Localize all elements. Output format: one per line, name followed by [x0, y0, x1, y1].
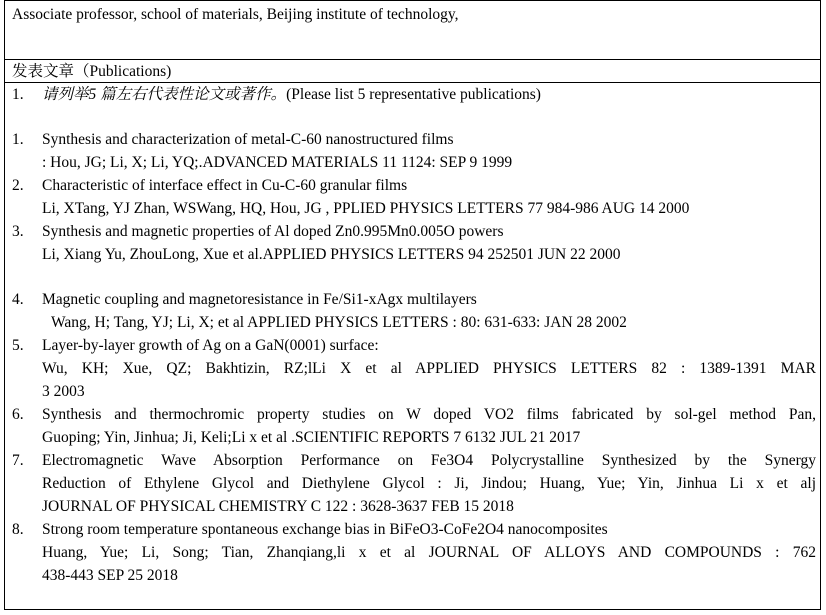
pub-title: Electromagnetic Wave Absorption Performance on Fe3O4 Polycrystalline Synthesized by the Synergy	[42, 452, 816, 469]
instruction-en: (Please list 5 representative publications)	[286, 86, 541, 103]
pub-details: Li, XTang, YJ Zhan, WSWang, HQ, Hou, JG , PPLIED PHYSICS LETTERS 77 984-986 AUG 14 2000	[42, 200, 690, 217]
pub-title: Synthesis and magnetic properties of Al doped Zn0.995Mn0.005O powers	[42, 223, 504, 240]
pub-details-cont: 3 2003	[42, 383, 85, 400]
instruction-text	[42, 83, 541, 106]
pub-details: Wang, H; Tang, YJ; Li, X; et al APPLIED PHYSICS LETTERS : 80: 631-633: JAN 28 2002	[51, 314, 627, 331]
pub-details: Reduction of Ethylene Glycol and Diethylene Glycol : Ji, Jindou; Huang, Yue; Yin, Jinhua Li x et alj	[42, 475, 816, 492]
pub-number: 1.	[12, 131, 24, 148]
pub-details: Wu, KH; Xue, QZ; Bakhtizin, RZ;lLi X et al APPLIED PHYSICS LETTERS 82 : 1389-1391 MAR	[42, 360, 816, 377]
pub-details: : Hou, JG; Li, X; Li, YQ;.ADVANCED MATERIALS 11 1124: SEP 9 1999	[42, 154, 513, 171]
publications-header-cell	[4, 59, 821, 83]
pub-title: Synthesis and thermochromic property studies on W doped VO2 films fabricated by sol-gel method Pan,	[42, 406, 816, 423]
pub-details: Guoping; Yin, Jinhua; Ji, Keli;Li x et al .SCIENTIFIC REPORTS 7 6132 JUL 21 2017	[42, 429, 581, 446]
pub-number: 5.	[12, 337, 24, 354]
pub-title: Layer-by-layer growth of Ag on a GaN(0001) surface:	[42, 337, 379, 354]
instruction-number: 1.	[12, 86, 24, 103]
pub-number: 7.	[12, 452, 24, 469]
publications-list-cell	[4, 82, 821, 610]
pub-number: 6.	[12, 406, 24, 423]
section-title: 发表文章（Publications)	[12, 63, 172, 80]
pub-title: Magnetic coupling and magnetoresistance in Fe/Si1-xAgx multilayers	[42, 291, 477, 308]
instruction-cn: 请列举5 篇左右代表性论文或著作。	[42, 86, 287, 103]
affiliation-text: Associate professor, school of materials, Beijing institute of technology,	[12, 6, 459, 23]
pub-number: 4.	[12, 291, 24, 308]
affiliation-cell	[4, 0, 821, 60]
pub-title: Strong room temperature spontaneous exchange bias in BiFeO3-CoFe2O4 nanocomposites	[42, 521, 608, 538]
pub-number: 8.	[12, 521, 24, 538]
pub-details-cont: JOURNAL OF PHYSICAL CHEMISTRY C 122 : 3628-3637 FEB 15 2018	[42, 498, 514, 515]
pub-number: 3.	[12, 223, 24, 240]
pub-details: Li, Xiang Yu, ZhouLong, Xue et al.APPLIED PHYSICS LETTERS 94 252501 JUN 22 2000	[42, 246, 621, 263]
pub-number: 2.	[12, 177, 24, 194]
pub-title: Characteristic of interface effect in Cu-C-60 granular films	[42, 177, 408, 194]
pub-details-cont: 438-443 SEP 25 2018	[42, 567, 178, 584]
pub-details: Huang, Yue; Li, Song; Tian, Zhanqiang,li x et al JOURNAL OF ALLOYS AND COMPOUNDS : 762	[42, 544, 816, 561]
pub-title: Synthesis and characterization of metal-C-60 nanostructured films	[42, 131, 454, 148]
